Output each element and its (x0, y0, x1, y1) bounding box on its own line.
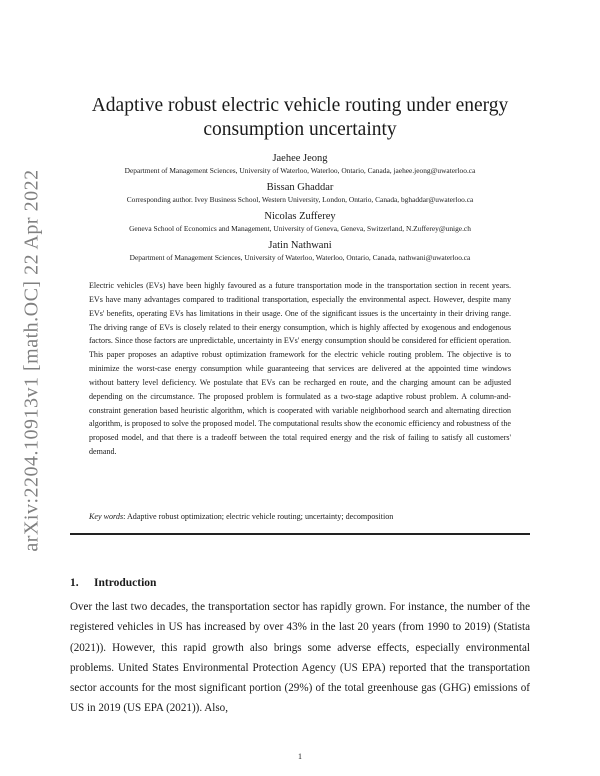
page-number: 1 (298, 752, 302, 761)
author-4 (80, 239, 520, 263)
keywords-separator: : (123, 512, 127, 521)
section-heading (70, 575, 156, 591)
author-3 (80, 210, 520, 234)
author-affiliation: Geneva School of Economics and Management, University of Geneva, Geneva, Switzerland, N.Zufferey@unige.ch (129, 224, 471, 233)
abstract-divider (70, 533, 530, 535)
author-name: Jatin Nathwani (268, 240, 332, 251)
section-title: Introduction (94, 577, 157, 589)
keywords-text: Adaptive robust optimization; electric vehicle routing; uncertainty; decomposition (126, 512, 394, 521)
author-affiliation: Department of Management Sciences, University of Waterloo, Waterloo, Ontario, Canada, nathwani@uwaterloo.ca (129, 253, 471, 262)
body-paragraph: Over the last two decades, the transportation sector has rapidly grown. For instance, the number of the registered vehicles in US has increased by over 43% in the last 20 years (from 1990 to 2019) (Statista (2021)). However, this rapid growth also brings some adverse effects, especially environmental problems. United States Environmental Protection Agency (US EPA) reported that the transportation sector accounts for the most significant portion (29%) of the total greenhouse gas (GHG) emissions of US in 2019 (US EPA (2021)). Also, (70, 601, 530, 715)
arxiv-identifier-text: arXiv:2204.10913v1 [math.OC] 22 Apr 2022 (20, 168, 43, 552)
author-name: Jaehee Jeong (272, 153, 328, 164)
keywords (89, 511, 511, 523)
abstract: Electric vehicles (EVs) have been highly favoured as a future transportation mode in the transportation section in recent years. EVs have many advantages compared to traditional transportation, especially the environmental aspect. However, despite many EVs' benefits, operating EVs has limitations in their usage. One of the significant issues is the uncertainty in their driving range. The driving range of EVs is closely related to their energy consumption, which is highly affected by exogenous and endogenous factors. Since those factors are unpredictable, uncertainty in EVs' energy consumption should be considered for efficient operation. This paper proposes an adaptive robust optimization framework for the electric vehicle routing problem. The objective is to minimize the worst-case energy consumption while guaranteeing that services are delivered at the appointed time windows without battery level deficiency. We postulate that EVs can be recharged en route, and the charging amount can be adjusted depending on the circumstance. The proposed problem is formulated as a two-stage adaptive robust problem. A column-and-constraint generation based heuristic algorithm, which is cooperated with variable neighborhood search and alternating direction algorithm, is proposed to solve the proposed model. The computational results show the economic efficiency and robustness of the proposed model, and that there is a tradeoff between the total required energy and the risk of failing to satisfy all customers' demand. (89, 281, 511, 457)
paper-title: Adaptive robust electric vehicle routing under energy consumption uncertainty (91, 95, 509, 140)
keywords-label: Key words (89, 512, 124, 521)
author-affiliation: Department of Management Sciences, University of Waterloo, Waterloo, Ontario, Canada, jaehee.jeong@uwaterloo.ca (124, 166, 476, 175)
section-number: 1. (70, 577, 79, 589)
arxiv-identifier-stamp (14, 170, 50, 550)
author-2 (80, 181, 520, 205)
author-1 (80, 152, 520, 176)
author-name: Nicolas Zufferey (264, 211, 336, 222)
author-affiliation: Corresponding author. Ivey Business School, Western University, London, Ontario, Canada, bghaddar@uwaterloo.ca (126, 195, 474, 204)
author-name: Bissan Ghaddar (266, 182, 334, 193)
